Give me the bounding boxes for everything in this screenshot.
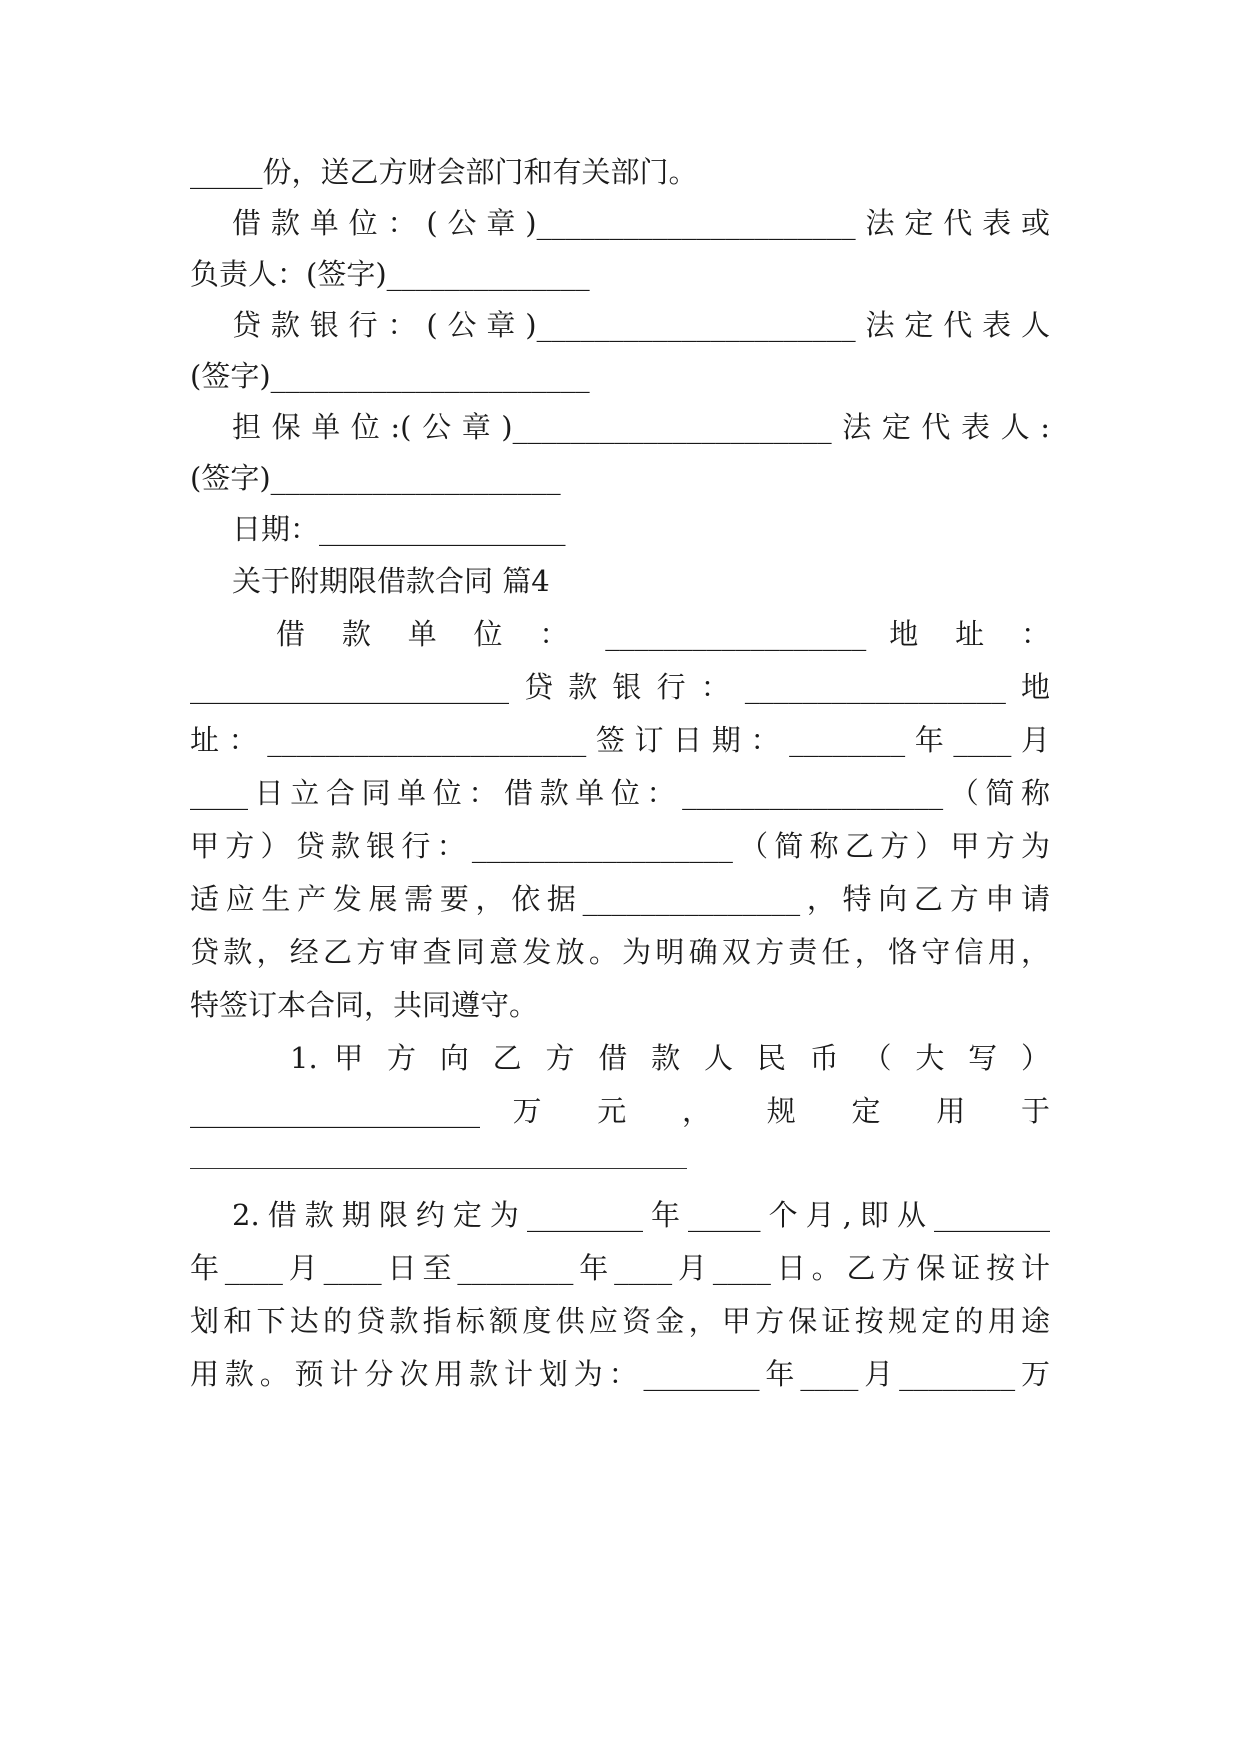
text-line-16: 贷款，经乙方审查同意发放。为明确双方责任，恪守信用， (190, 935, 1050, 969)
text-line-10: 借 款 单 位 ： __________________ 地 址 ： (276, 617, 1050, 651)
text-line-8: 日期：_________________ (232, 512, 566, 546)
text-line-14: 甲方）贷款银行：__________________（简称乙方）甲方为 (190, 829, 1050, 863)
text-line-21: 年____月____日至________年____月____日。乙方保证按计 (190, 1251, 1050, 1285)
text-line-5: (签字)______________________ (190, 359, 590, 393)
text-line-2: 借款单位：(公章)______________________法定代表或 (232, 206, 1050, 240)
text-line-4: 贷款银行：(公章)______________________法定代表人 (232, 308, 1050, 342)
text-line-6: 担保单位:(公章)______________________法定代表人: (232, 410, 1050, 444)
text-line-22: 划和下达的贷款指标额度供应资金，甲方保证按规定的用途 (190, 1304, 1050, 1338)
text-line-7: (签字)____________________ (190, 461, 561, 495)
text-line-12: 址：______________________签订日期：________年____月 (190, 723, 1050, 757)
text-line-3: 负责人：(签字)______________ (190, 257, 590, 291)
text-line-15: 适应生产发展需要，依据_______________，特向乙方申请 (190, 882, 1050, 916)
text-line-23: 用款。预计分次用款计划为：________年____月________万 (190, 1357, 1050, 1391)
text-line-19: ____________________ 万 元 ， 规 定 用 于 (190, 1094, 1050, 1128)
blank-rule (190, 1168, 687, 1169)
text-line-18: 1. 甲 方 向 乙 方 借 款 人 民 币 （ 大 写 ） (290, 1041, 1050, 1075)
text-line-11: ______________________贷款银行：__________________地 (190, 670, 1050, 704)
text-line-1: _____份，送乙方财会部门和有关部门。 (190, 155, 698, 189)
section-heading: 关于附期限借款合同 篇4 (232, 564, 550, 598)
text-line-13: ____日立合同单位：借款单位：__________________（简称 (190, 776, 1050, 810)
text-line-20: 2.借款期限约定为________年_____个月,即从________ (232, 1198, 1050, 1232)
text-line-17: 特签订本合同，共同遵守。 (190, 988, 539, 1022)
